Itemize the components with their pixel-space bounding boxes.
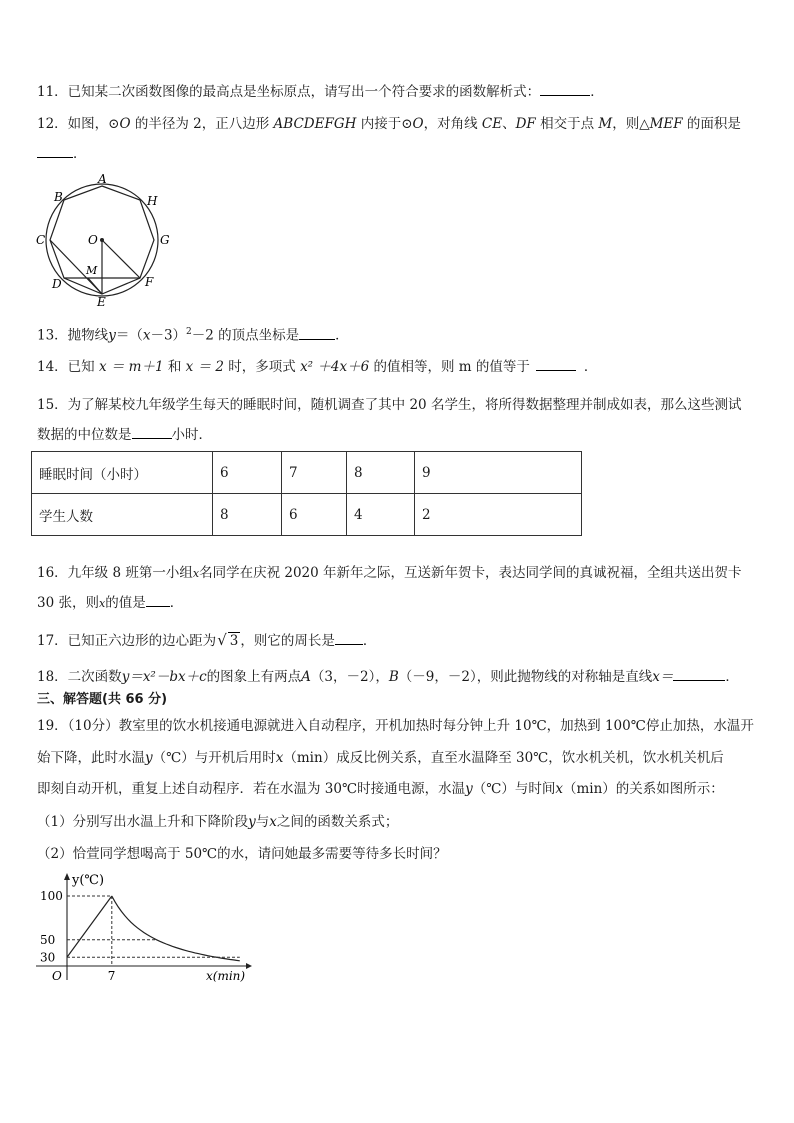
- sleep-table: [31, 451, 582, 536]
- answer-blank: [540, 82, 590, 96]
- label-m: M: [86, 264, 98, 277]
- label-b: B: [54, 190, 63, 204]
- y-tick-label: 30: [40, 950, 56, 965]
- label-g: G: [160, 233, 170, 247]
- question-11: 11．已知某二次函数图像的最高点是坐标原点，请写出一个符合要求的函数解析式： ．: [37, 84, 604, 100]
- y-tick-label: 100: [40, 889, 63, 903]
- label-f: F: [145, 275, 154, 289]
- table-cell: 8: [347, 452, 415, 494]
- label-h: H: [147, 194, 158, 208]
- question-19: 19．（10分）教室里的饮水机接通电源就进入自动程序，开机加热时每分钟上升 10℃，加热到 100℃停止加热，水温开: [37, 718, 754, 734]
- question-17: 17．已知正六边形的边心距为√ 3 ，则它的周长是 ．: [37, 631, 377, 649]
- question-12-line2: ．: [37, 144, 87, 164]
- answer-blank: [299, 326, 335, 340]
- center-dot: [100, 238, 104, 242]
- question-12: 12．如图，⊙O 的半径为 2，正八边形 ABCDEFGH 内接于⊙O，对角线 CE、DF 相交于点 M，则△MEF 的面积是: [37, 116, 741, 132]
- table-cell: 睡眠时间（小时）: [32, 452, 213, 494]
- question-18: 18．二次函数y＝x²－bx＋c的图象上有两点A（3，－2），B（－9，－2），则此抛物线的对称轴是直线x＝ ．: [37, 669, 739, 685]
- table-cell: 6: [213, 452, 282, 494]
- table-cell: 7: [282, 452, 347, 494]
- answer-blank: [335, 631, 363, 645]
- question-16-line2: 30 张，则x的值是 ．: [37, 595, 184, 611]
- sqrt-symbol: √: [217, 631, 227, 649]
- answer-blank: [37, 144, 73, 158]
- answer-blank: [146, 593, 170, 607]
- table-row: [32, 452, 582, 494]
- label-d: D: [52, 277, 62, 291]
- question-14: 14．已知 x ＝ m＋1 和 x ＝ 2 时，多项式 x² ＋4x＋6 的值相等，则 m 的值等于 ．: [37, 359, 598, 375]
- label-c: C: [36, 233, 46, 247]
- segment-of: [102, 240, 140, 278]
- question-15-line2: 数据的中位数是 小时．: [37, 427, 212, 443]
- table-cell: 9: [415, 452, 582, 494]
- y-tick-label: 50: [40, 932, 56, 947]
- table-cell: 4: [347, 494, 415, 536]
- question-13: 13．抛物线$y=(x-3)^2-2$ 的顶点坐标是 ．: [37, 327, 349, 344]
- x-axis-label: x(min): [206, 969, 246, 983]
- octagon-figure: [30, 168, 180, 310]
- rise-line: [67, 896, 112, 957]
- answer-blank: [536, 357, 576, 371]
- label-e: E: [97, 295, 106, 309]
- temperature-chart: [34, 868, 254, 986]
- question-19-part2: （2）恰萱同学想喝高于 50℃的水，请问她最多需要等待多长时间？: [37, 846, 447, 862]
- label-o: O: [88, 233, 98, 247]
- table-cell: 6: [282, 494, 347, 536]
- question-19-line3: 即刻自动开机，重复上述自动程序．若在水温为 30℃时接通电源，水温y（℃）与时间x（min）的关系如图所示：: [37, 781, 724, 797]
- decay-curve: [112, 896, 240, 961]
- x-tick-label: 7: [107, 969, 116, 983]
- question-15: 15．为了解某校九年级学生每天的睡眠时间，随机调查了其中 20 名学生，将所得数据整理并制成如表，那么这些测试: [37, 397, 742, 413]
- x-axis-arrow: [246, 963, 252, 969]
- question-19-line2: 始下降，此时水温y（℃）与开机后用时x（min）成反比例关系，直至水温降至 30℃，饮水机关机，饮水机关机后: [37, 750, 724, 766]
- answer-blank: [673, 667, 725, 681]
- question-19-part1: （1）分别写出水温上升和下降阶段y与x之间的函数关系式；: [37, 814, 399, 830]
- y-axis-label: y(℃): [72, 873, 105, 888]
- table-cell: 8: [213, 494, 282, 536]
- answer-blank: [132, 425, 172, 439]
- section-heading: 三、解答题(共 66 分): [37, 692, 168, 707]
- origin-label: O: [52, 969, 62, 983]
- y-axis-arrow: [64, 873, 70, 880]
- question-16: 16．九年级 8 班第一小组x名同学在庆祝 2020 年新年之际，互送新年贺卡，表达同学间的真诚祝福，全组共送出贺卡: [37, 565, 742, 581]
- table-row: [32, 494, 582, 536]
- table-cell: 2: [415, 494, 582, 536]
- chart-axes: [36, 873, 252, 980]
- label-a: A: [98, 172, 107, 186]
- table-cell: 学生人数: [32, 494, 213, 536]
